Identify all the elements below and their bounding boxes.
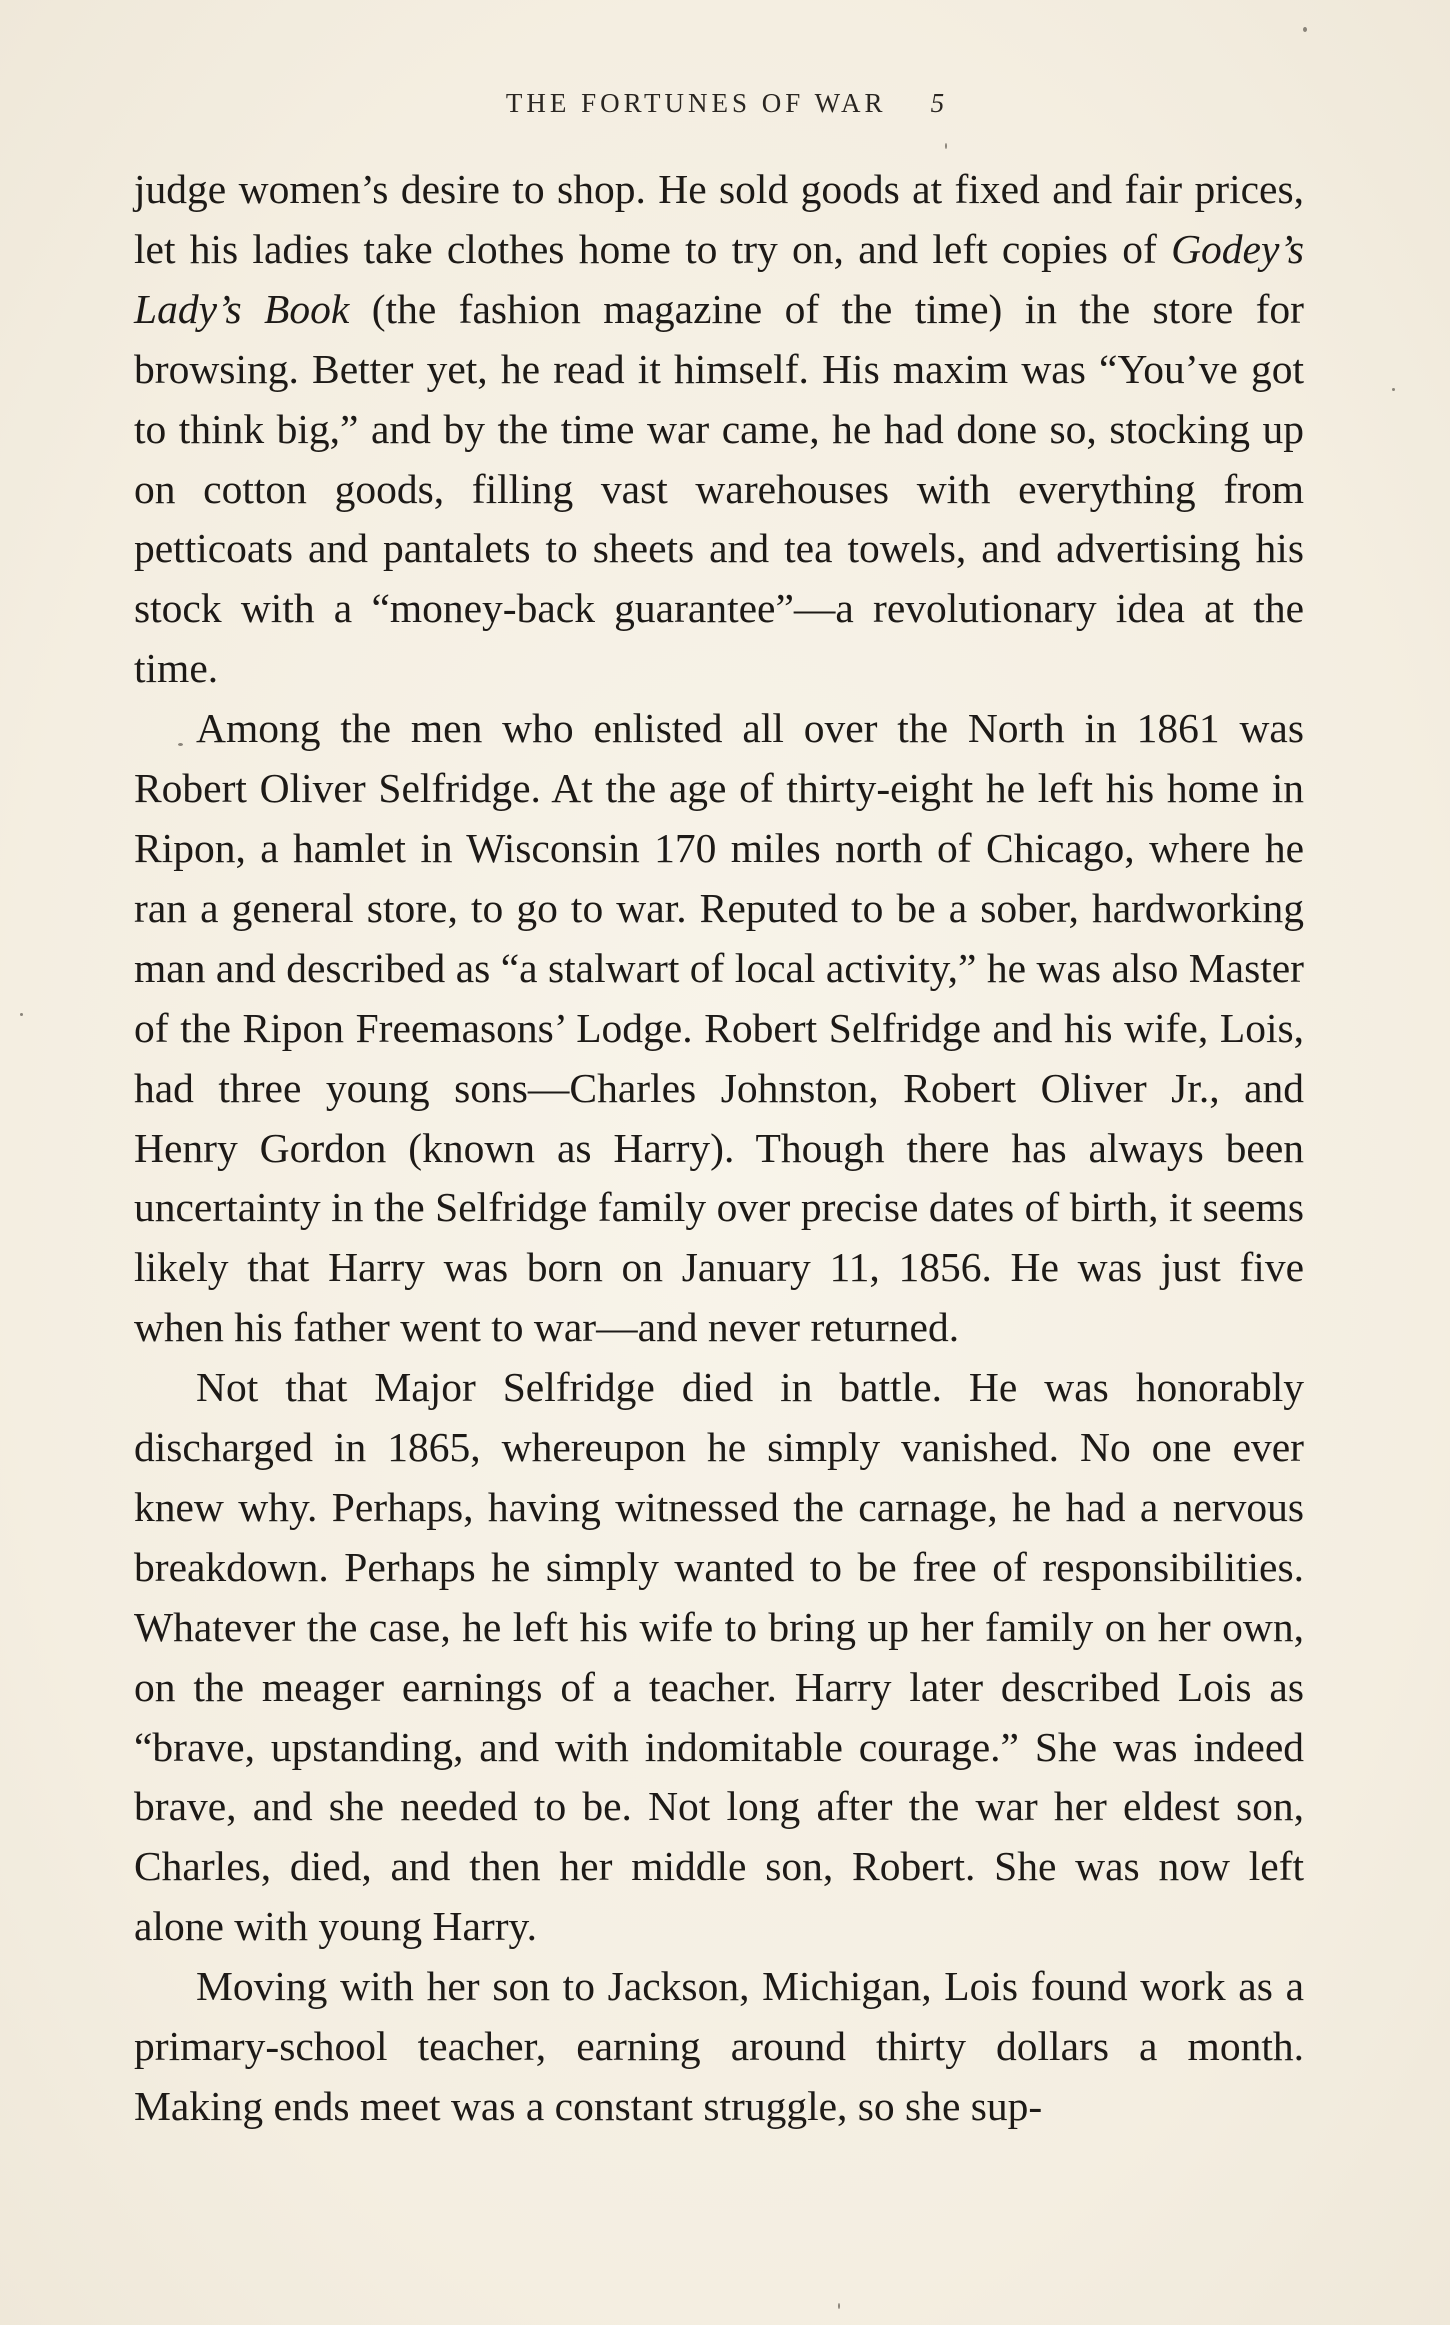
paragraph-3: Not that Major Selfridge died in battle. He was honorably discharged in 1865, whereupon he simply vanished. No one ever knew why. Perhaps, having witnessed the carnage, he had a nervous breakdown. Perhaps he simply wanted to be free of responsibilities. Whatever the case, he left his wife to bring up her family on her own, on the meager earnings of a teacher. Harry later described Lois as “brave, upstanding, and with indomitable courage.” She was indeed brave, and she needed to be. Not long after the war her eldest son, Charles, died, and then her middle son, Robert. She was now left alone with young Harry. — [134, 1364, 1304, 1950]
paper-speck — [1392, 388, 1395, 391]
paragraph-2: Among the men who enlisted all over the North in 1861 was Robert Oliver Selfridge. At the age of thirty-eight he left his home in Ripon, a hamlet in Wisconsin 170 miles north of Chicago, where he ran a general store, to go to war. Reputed to be a sober, hardworking man and described as “a stalwart of local activity,” he was also Master of the Ripon Freemasons’ Lodge. Robert Selfridge and his wife, Lois, had three young sons—Charles Johnston, Robert Oliver Jr., and Henry Gordon (known as Harry). Though there has always been uncertainty in the Selfridge family over precise dates of birth, it seems likely that Harry was born on January 11, 1856. He was just five when his father went to war—and never returned. — [134, 705, 1304, 1351]
paper-speck — [178, 743, 183, 746]
body-text — [134, 160, 1304, 2137]
paragraph-1-before: judge women’s desire to shop. He sold goods at fixed and fair prices, let his ladies take clothes home to try on, and left copies of — [134, 166, 1304, 272]
paragraph-4: Moving with her son to Jackson, Michigan, Lois found work as a primary-school teacher, earning around thirty dollars a month. Making ends meet was a constant struggle, so she sup- — [134, 1963, 1304, 2129]
paper-speck — [945, 143, 947, 149]
book-title-italic: Godey’s Lady’s Book — [134, 225, 1304, 332]
paragraph-1 — [134, 160, 1304, 699]
paper-speck — [20, 1013, 23, 1016]
page-number: 5 — [930, 88, 945, 118]
paper-speck — [1303, 27, 1307, 32]
running-head — [0, 88, 1450, 119]
running-title: THE FORTUNES OF WAR — [505, 88, 887, 118]
paper-speck — [838, 2303, 840, 2309]
paragraph-1-after: (the fashion magazine of the time) in the store for browsing. Better yet, he read it himself. His maxim was “You’ve got to think big,” and by the time war came, he had done so, stocking up on cotton goods, filling vast warehouses with everything from petticoats and pantalets to sheets and tea towels, and advertising his stock with a “money-back guarantee”—a revolutionary idea at the time. — [134, 285, 1304, 692]
